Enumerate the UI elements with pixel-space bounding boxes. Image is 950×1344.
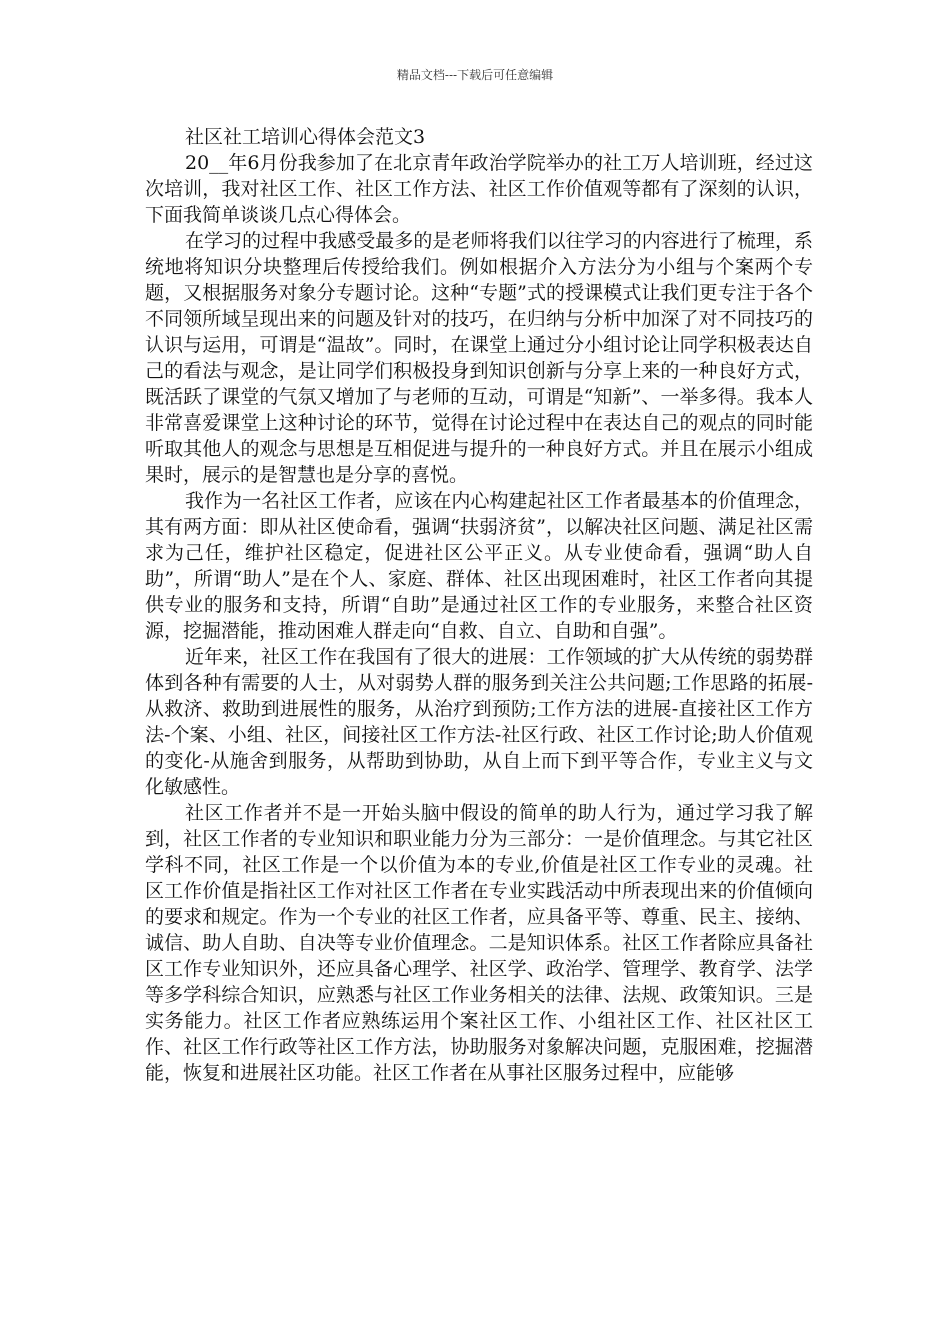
page-header-note: 精品文档---下载后可任意编辑 <box>396 68 554 82</box>
paragraph-3: 我作为一名社区工作者，应该在内心构建起社区工作者最基本的价值理念，其有两方面：即从社区使命看，强调“扶弱济贫”，以解决社区问题、满足社区需求为己任，维护社区稳定，促进社区公平正义。从专业使命看，强调“助人自助”，所谓“助人”是在个人、家庭、群体、社区出现困难时，社区工作者向其提供专业的服务和支持，所谓“自助”是通过社区工作的专业服务，来整合社区资源，挖掘潜能，推动困难人群走向“自救、自立、自助和自强”。 <box>145 490 813 642</box>
paragraph-4: 近年来，社区工作在我国有了很大的进展：工作领域的扩大从传统的弱势群体到各种有需要的人士，从对弱势人群的服务到关注公共问题;工作思路的拓展-从救济、救助到进展性的服务，从治疗到预防;工作方法的进展-直接社区工作方法-个案、小组、社区，间接社区工作方法-社区行政、社区工作讨论;助人价值观的变化-从施舍到服务，从帮助到协助，从自上而下到平等合作，专业主义与文化敏感性。 <box>145 646 813 798</box>
paragraph-2: 在学习的过程中我感受最多的是老师将我们以往学习的内容进行了梳理，系统地将知识分块整理后传授给我们。例如根据介入方法分为小组与个案两个专题，又根据服务对象分专题讨论。这种“专题”式的授课模式让我们更专注于各个不同领所域呈现出来的问题及针对的技巧，在归纳与分析中加深了对不同技巧的认识与运用，可谓是“温故”。同时，在课堂上通过分小组讨论让同学积极表达自己的看法与观念，是让同学们积极投身到知识创新与分享上来的一种良好方式，既活跃了课堂的气氛又增加了与老师的互动，可谓是“知新”、一举多得。我本人非常喜爱课堂上这种讨论的环节，觉得在讨论过程中在表达自己的观点的同时能听取其他人的观念与思想是互相促进与提升的一种良好方式。并且在展示小组成果时，展示的是智慧也是分享的喜悦。 <box>145 230 813 486</box>
paragraph-5: 社区工作者并不是一开始头脑中假设的简单的助人行为，通过学习我了解到，社区工作者的专业知识和职业能力分为三部分：一是价值理念。与其它社区学科不同，社区工作是一个以价值为本的专业,价值是社区工作专业的灵魂。社区工作价值是指社区工作对社区工作者在专业实践活动中所表现出来的价值倾向的要求和规定。作为一个专业的社区工作者，应具备平等、尊重、民主、接纳、诚信、助人自助、自决等专业价值理念。二是知识体系。社区工作者除应具备社区工作专业知识外，还应具备心理学、社区学、政治学、管理学、教育学、法学等多学科综合知识，应熟悉与社区工作业务相关的法律、法规、政策知识。三是实务能力。社区工作者应熟练运用个案社区工作、小组社区工作、社区社区工作、社区工作行政等社区工作方法，协助服务对象解决问题，克服困难，挖掘潜能，恢复和进展社区功能。社区工作者在从事社区服务过程中，应能够 <box>145 802 813 1084</box>
document-body <box>145 124 813 1086</box>
paragraph-1: 20__年6月份我参加了在北京青年政治学院举办的社工万人培训班，经过这次培训，我对社区工作、社区工作方法、社区工作价值观等都有了深刻的认识，下面我简单谈谈几点心得体会。 <box>145 152 813 226</box>
document-title: 社区社工培训心得体会范文3 <box>185 126 426 148</box>
